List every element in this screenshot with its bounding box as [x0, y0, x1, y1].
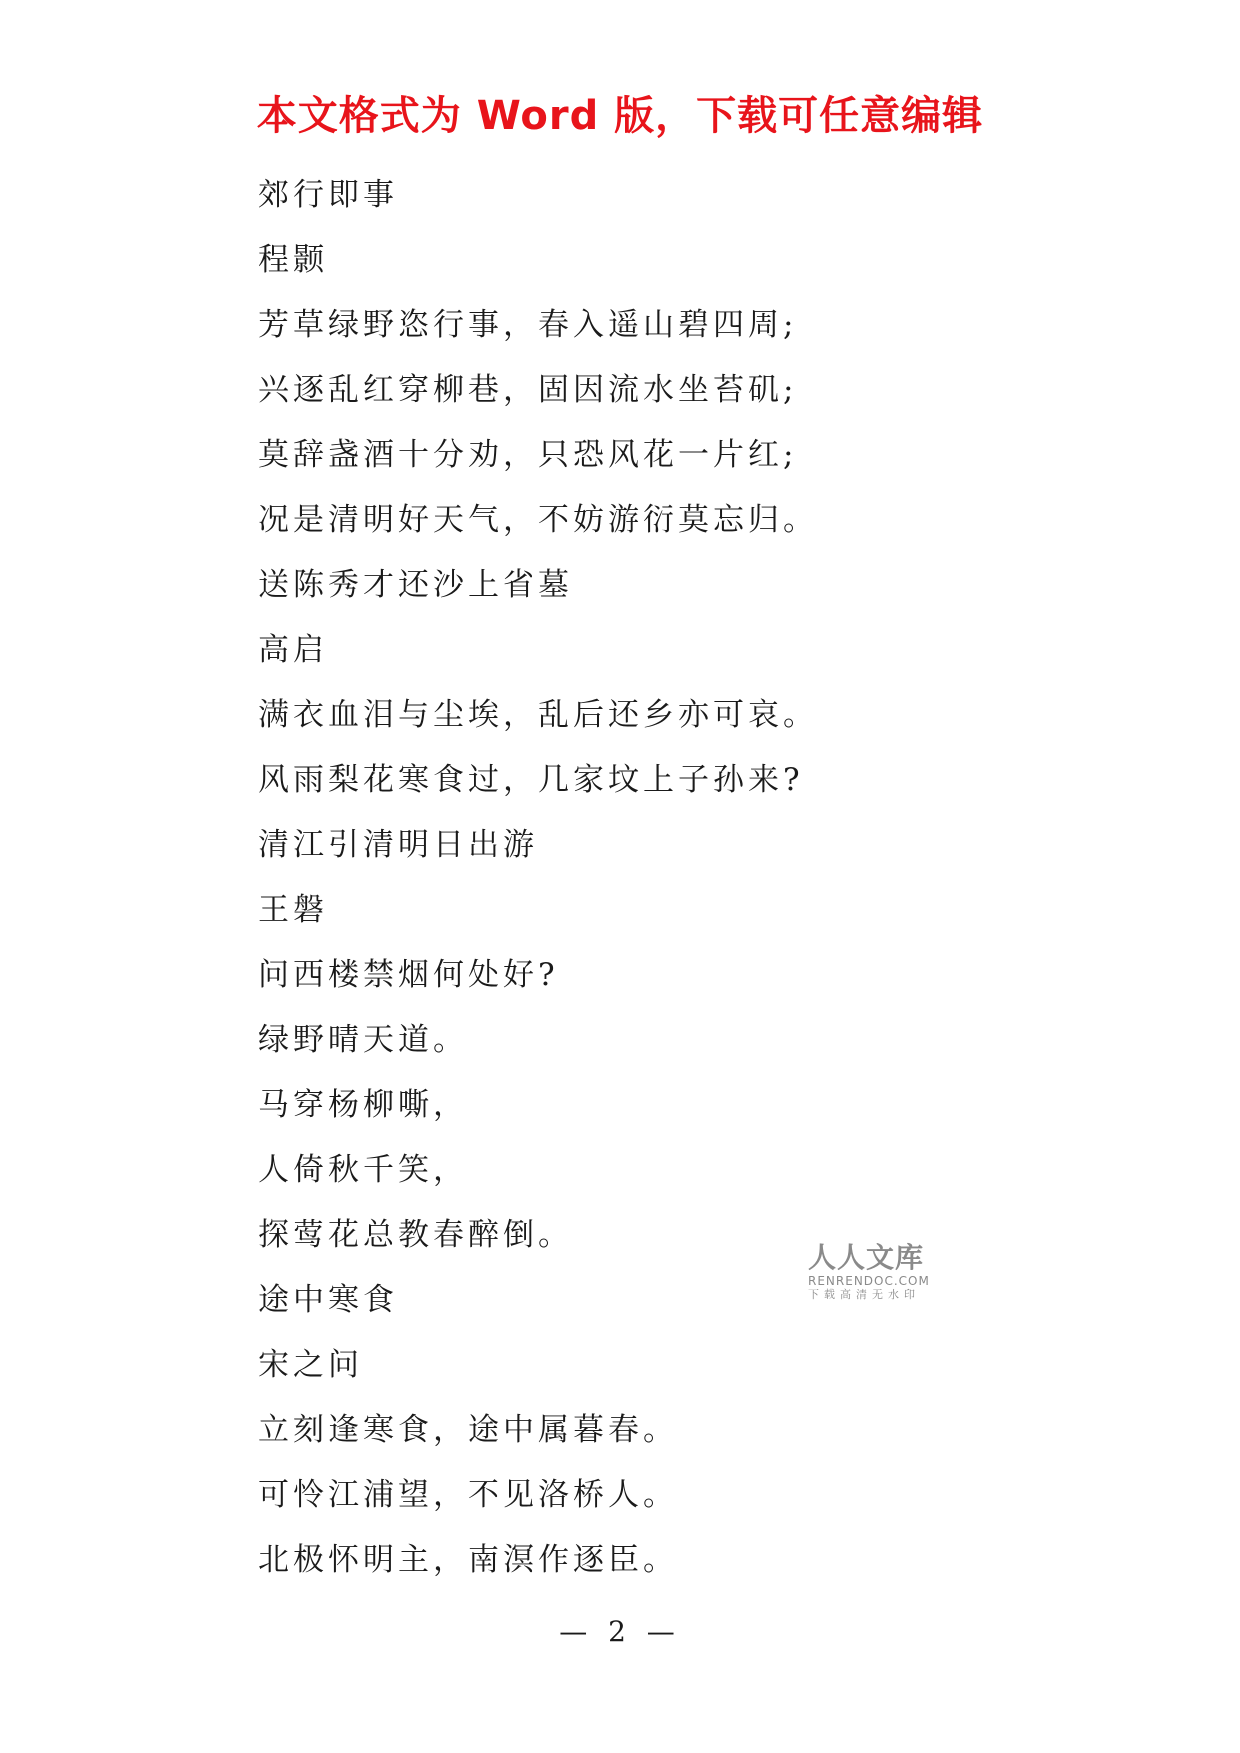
poem-author: 王磐: [258, 892, 328, 928]
watermark-title: 人人文库: [808, 1241, 925, 1274]
poem-title: 郊行即事: [258, 177, 398, 213]
watermark-logo: [808, 1242, 938, 1302]
watermark-subtitle: 下载高清无水印: [808, 1288, 920, 1301]
poem-title: 清江引清明日出游: [258, 827, 538, 863]
poem-line: 可怜江浦望，不见洛桥人。: [258, 1477, 678, 1513]
poem-line: 北极怀明主，南溟作逐臣。: [258, 1542, 678, 1578]
poem-line: 满衣血泪与尘埃，乱后还乡亦可哀。: [258, 697, 818, 733]
page-number: — 2 —: [559, 1615, 681, 1648]
poem-title: 送陈秀才还沙上省墓: [258, 567, 573, 603]
poem-line: 风雨梨花寒食过，几家坟上子孙来?: [258, 762, 804, 798]
poem-author: 高启: [258, 632, 328, 668]
poem-author: 程颢: [258, 242, 328, 278]
poem-line: 绿野晴天道。: [258, 1022, 468, 1058]
poem-line: 马穿杨柳嘶，: [258, 1087, 468, 1123]
poem-title: 途中寒食: [258, 1282, 398, 1318]
document-body: [258, 163, 1018, 1593]
poem-line: 莫辞盏酒十分劝，只恐风花一片红;: [258, 437, 798, 473]
poem-line: 兴逐乱红穿柳巷，固因流水坐苔矶;: [258, 372, 798, 408]
watermark-url: RENRENDOC.COM: [808, 1274, 930, 1288]
poem-line: 芳草绿野恣行事，春入遥山碧四周;: [258, 307, 798, 343]
poem-line: 人倚秋千笑，: [258, 1152, 468, 1188]
poem-author: 宋之问: [258, 1347, 363, 1383]
poem-line: 探莺花总教春醉倒。: [258, 1217, 573, 1253]
poem-line: 立刻逢寒食，途中属暮春。: [258, 1412, 678, 1448]
poem-line: 况是清明好天气，不妨游衍莫忘归。: [258, 502, 818, 538]
format-notice-banner: 本文格式为 Word 版，下载可任意编辑: [256, 93, 984, 139]
poem-line: 问西楼禁烟何处好?: [258, 957, 559, 993]
